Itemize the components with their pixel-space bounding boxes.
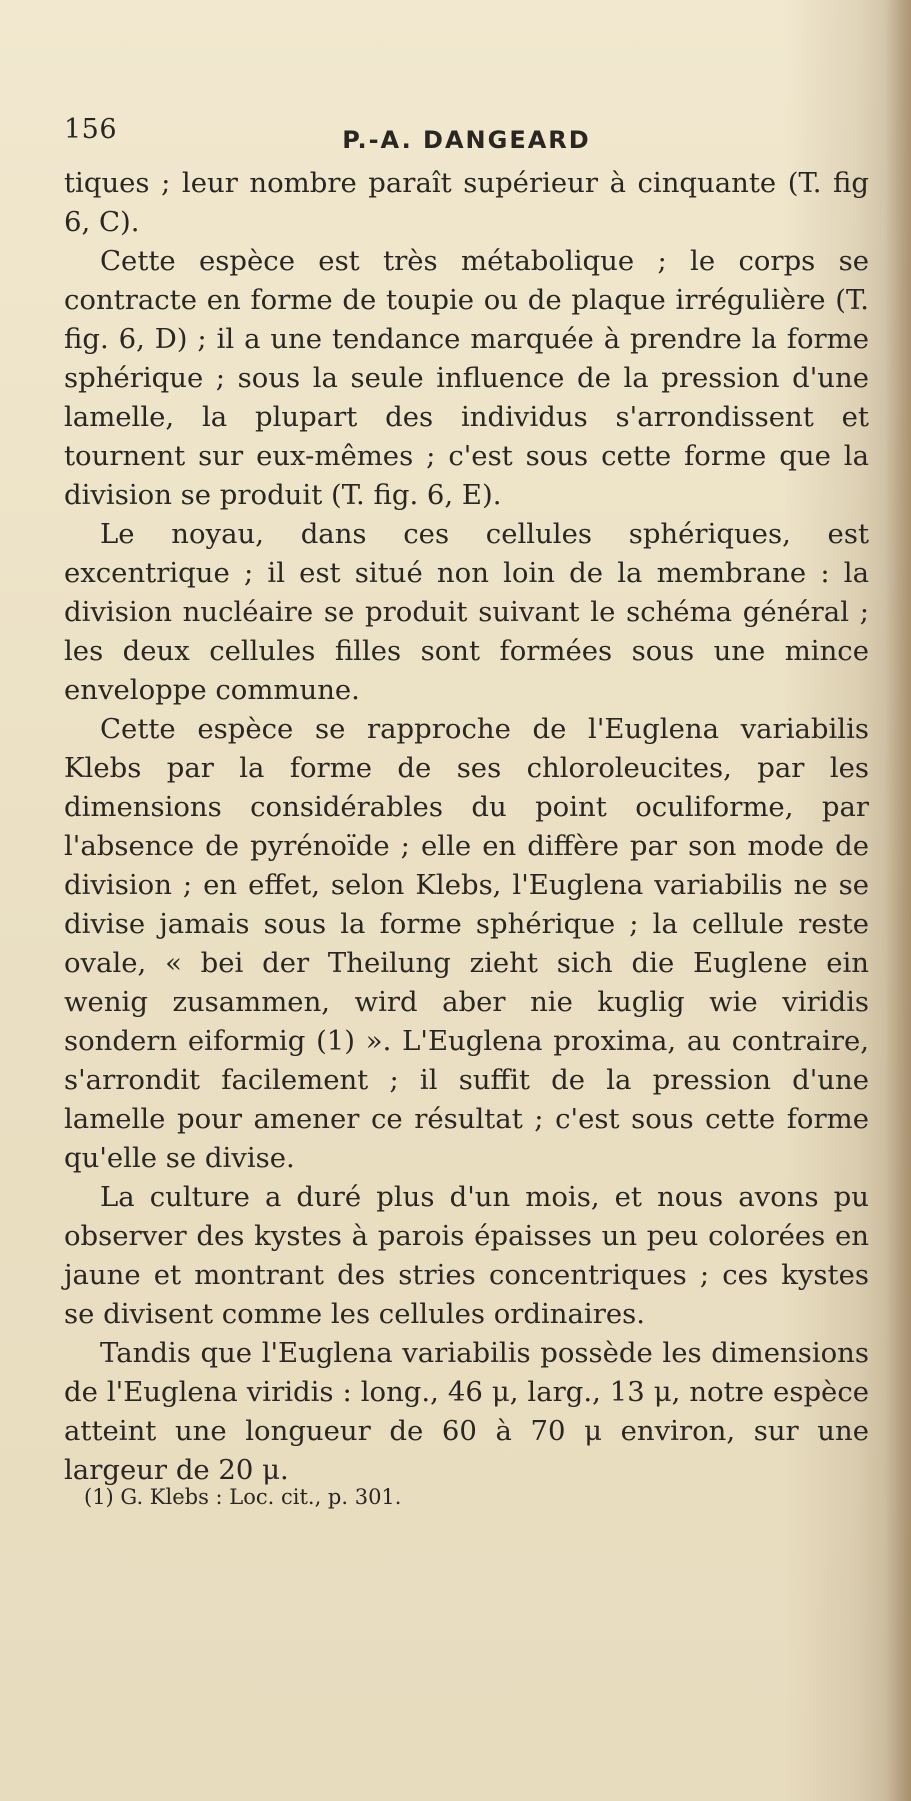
page-header <box>64 114 869 156</box>
paragraph-6: Tandis que l'Euglena variabilis possède les dimensions de l'Euglena viridis : long., 46 μ, larg., 13 μ, notre espèce atteint une longueur de 60 à 70 μ environ, sur une largeur de 20 μ. <box>64 1337 869 1486</box>
page-edge-shadow <box>885 0 911 1801</box>
paragraph-3: Le noyau, dans ces cellules sphériques, est excentrique ; il est situé non loin de la membrane : la division nucléaire se produit suivant le schéma général ; les deux cellules filles sont formées sous une mince enveloppe commune. <box>64 518 869 706</box>
paragraph-5: La culture a duré plus d'un mois, et nous avons pu observer des kystes à parois épaisses un peu colorées en jaune et montrant des stries concentriques ; ces kystes se divisent comme les cellules ordinaires. <box>64 1181 869 1330</box>
footnote: (1) G. Klebs : Loc. cit., p. 301. <box>84 1485 402 1509</box>
paragraph-4: Cette espèce se rapproche de l'Euglena variabilis Klebs par la forme de ses chloroleucites, par les dimensions considérables du point oculiforme, par l'absence de pyrénoïde ; elle en diffère par son mode de division ; en effet, selon Klebs, l'Euglena variabilis ne se divise jamais sous la forme sphérique ; la cellule reste ovale, « bei der Theilung zieht sich die Euglene ein wenig zusammen, wird aber nie kuglig wie viridis sondern eiformig (1) ». L'Euglena proxima, au contraire, s'arrondit facilement ; il suffit de la pression d'une lamelle pour amener ce résultat ; c'est sous cette forme qu'elle se divise. <box>64 713 869 1174</box>
page-number: 156 <box>64 114 118 145</box>
paragraph-1: tiques ; leur nombre paraît supérieur à cinquante (T. fig 6, C). <box>64 167 869 238</box>
running-head: P.-A. DANGEARD <box>342 126 591 154</box>
body-text <box>64 164 869 1490</box>
paragraph-2: Cette espèce est très métabolique ; le corps se contracte en forme de toupie ou de plaque irrégulière (T. fig. 6, D) ; il a une tendance marquée à prendre la forme sphérique ; sous la seule influence de la pression d'une lamelle, la plupart des individus s'arrondissent et tournent sur eux-mêmes ; c'est sous cette forme que la division se produit (T. fig. 6, E). <box>64 245 869 511</box>
